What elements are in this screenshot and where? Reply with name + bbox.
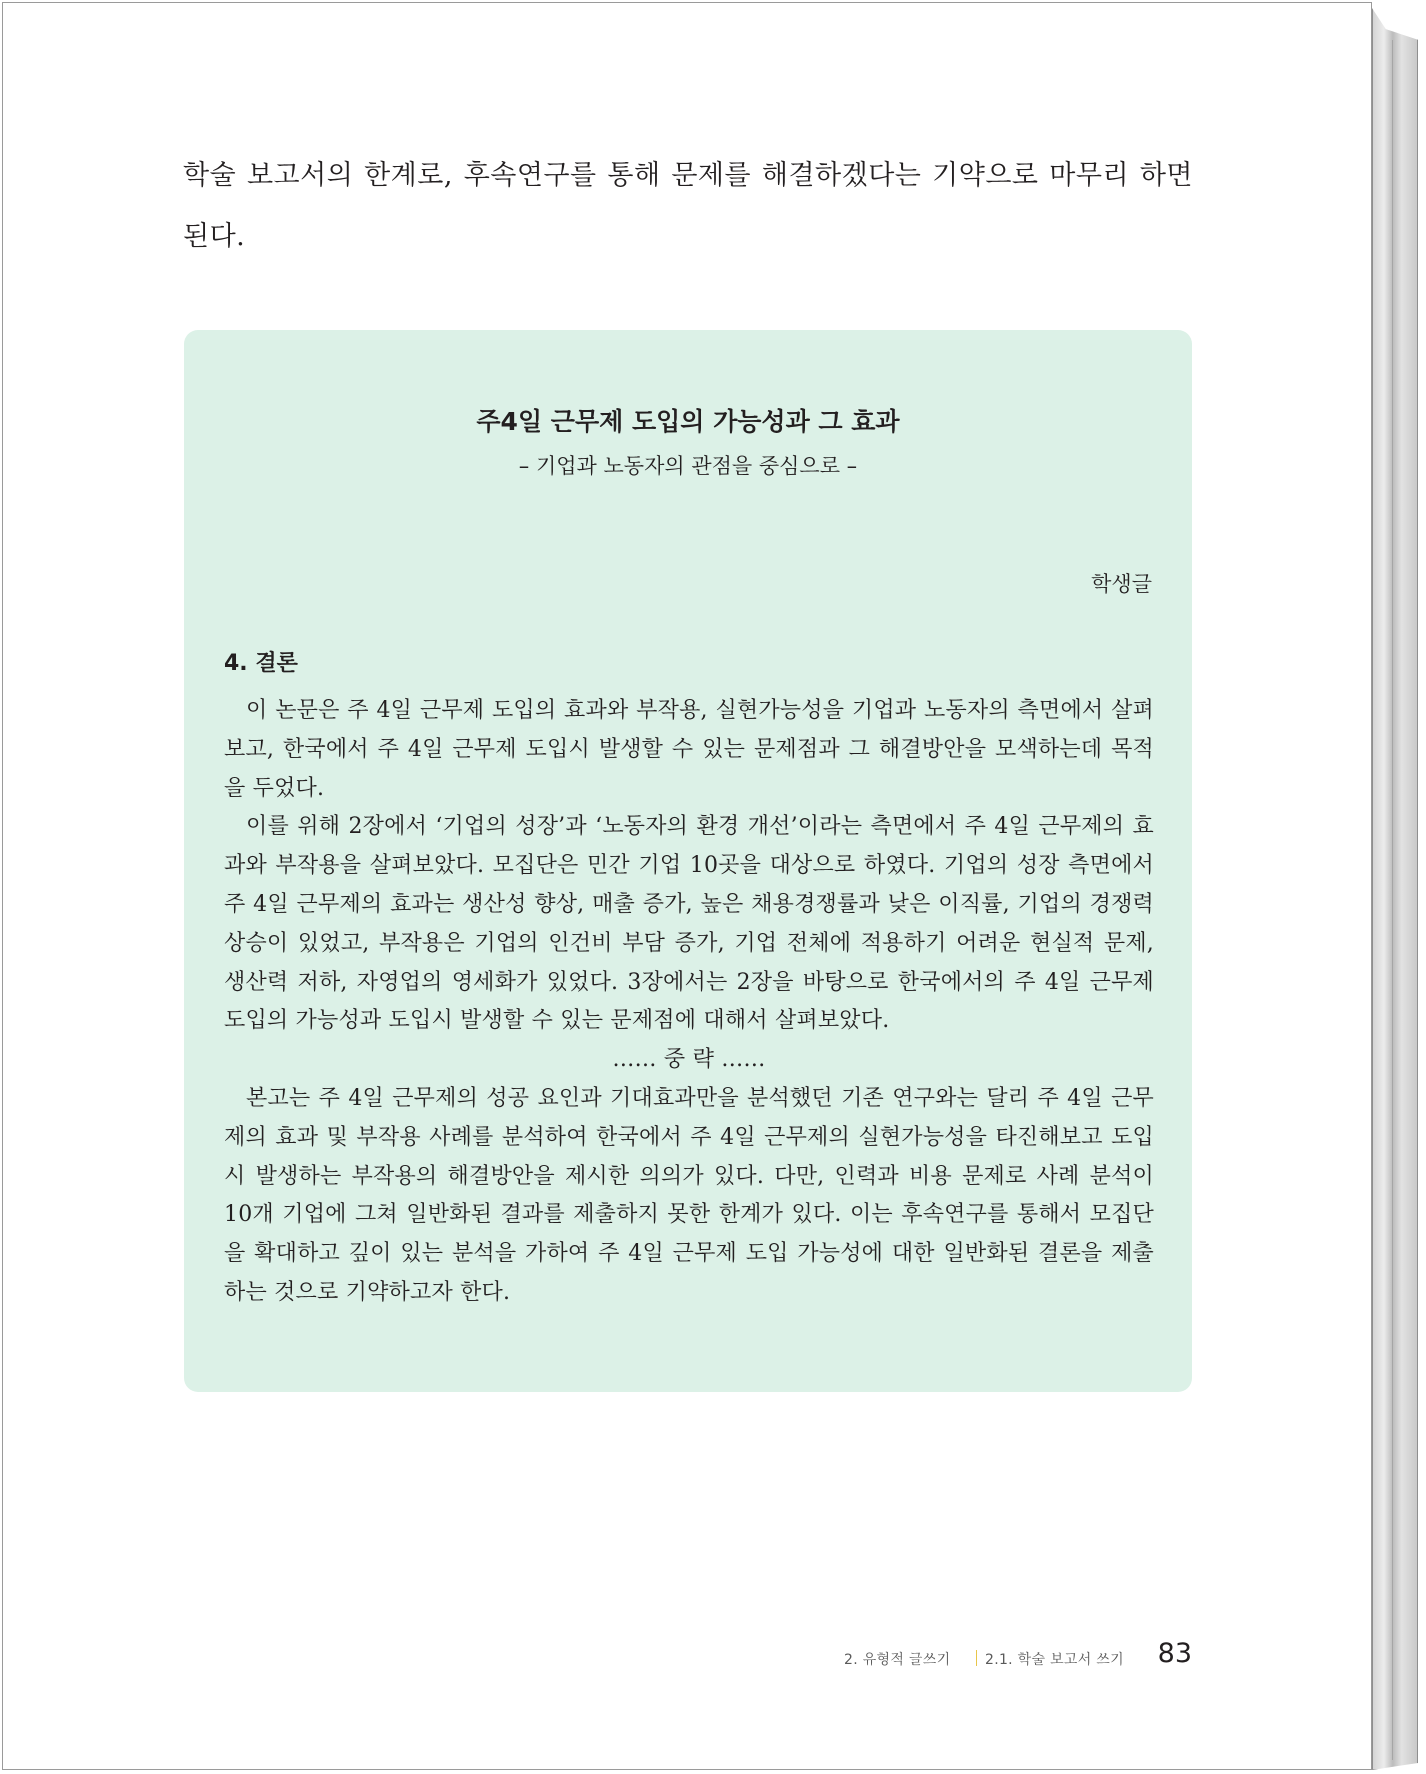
intro-paragraph: 학술 보고서의 한계로, 후속연구를 통해 문제를 해결하겠다는 기약으로 마무리 하면 된다. xyxy=(183,160,1193,252)
footer-chapter: 2. 유형적 글쓰기 xyxy=(844,1652,951,1668)
report-title: 주4일 근무제 도입의 가능성과 그 효과 xyxy=(476,407,900,436)
page-footer xyxy=(830,1638,1192,1674)
conclusion-paragraph-2: 이를 위해 2장에서 ‘기업의 성장’과 ‘노동자의 환경 개선’이라는 측면에서 주 4일 근무제의 효과와 부작용을 살펴보았다. 모집단은 민간 기업 10곳을 대상으로 하였다. 기업의 성장 측면에서 주 4일 근무제의 효과는 생산성 향상, 매출 증가, 높은 채용경쟁률과 낮은 이직률, 기업의 경쟁력 상승이 있었고, 부작용은 기업의 인건비 부담 증가, 기업 전체에 적용하기 어려운 현실적 문제, 생산력 저하, 자영업의 영세화가 있었다. 3장에서는 2장을 바탕으로 한국에서의 주 4일 근무제 도입의 가능성과 도입시 발생할 수 있는 문제점에 대해서 살펴보았다. xyxy=(224,814,1154,1034)
page-number: 83 xyxy=(1157,1638,1192,1669)
book-edge xyxy=(1372,8,1418,1770)
omission-marker: …… 중 략 …… xyxy=(612,1047,766,1073)
conclusion-body xyxy=(224,692,1154,1313)
book-edge-line xyxy=(1392,40,1393,1760)
footer-divider xyxy=(976,1650,977,1666)
section-heading: 4. 결론 xyxy=(224,651,298,676)
report-subtitle: – 기업과 노동자의 관점을 중심으로 – xyxy=(518,454,858,478)
report-author: 학생글 xyxy=(1091,572,1152,596)
conclusion-paragraph-3: 본고는 주 4일 근무제의 성공 요인과 기대효과만을 분석했던 기존 연구와는 달리 주 4일 근무제의 효과 및 부작용 사례를 분석하여 한국에서 주 4일 근무제의 실현가능성을 타진해보고 도입시 발생하는 부작용의 해결방안을 제시한 의의가 있다. 다만, 인력과 비용 문제로 사례 분석이 10개 기업에 그쳐 일반화된 결과를 제출하지 못한 한계가 있다. 이는 후속연구를 통해서 모집단을 확대하고 깊이 있는 분석을 가하여 주 4일 근무제 도입 가능성에 대한 일반화된 결론을 제출하는 것으로 기약하고자 한다. xyxy=(224,1085,1154,1305)
footer-section: 2.1. 학술 보고서 쓰기 xyxy=(985,1652,1124,1668)
sample-report-box xyxy=(184,330,1192,1392)
conclusion-paragraph-1: 이 논문은 주 4일 근무제 도입의 효과와 부작용, 실현가능성을 기업과 노동자의 측면에서 살펴보고, 한국에서 주 4일 근무제 도입시 발생할 수 있는 문제점과 그 해결방안을 모색하는데 목적을 두었다. xyxy=(224,698,1154,801)
